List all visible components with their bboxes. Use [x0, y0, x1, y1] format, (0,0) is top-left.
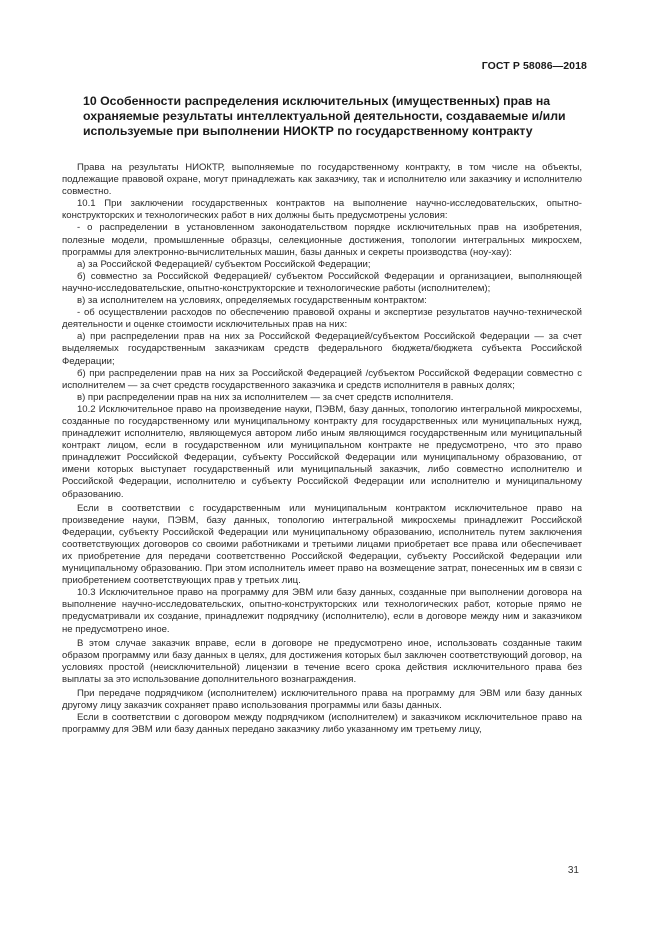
paragraph: 10.1 При заключении государственных контрактов на выполнение научно-исследовательских, опытно-конструкторских и технологических работ в них должны быть предусмотрены условия: [62, 198, 582, 222]
paragraph: Если в соответствии с договором между подрядчиком (исполнителем) и заказчиком исключительное право на программу для ЭВМ или базу данных передано заказчику либо указанному им третьему лицу, [62, 712, 582, 736]
paragraph: в) за исполнителем на условиях, определяемых государственным контрактом: [77, 295, 427, 307]
paragraph: 10.3 Исключительное право на программу для ЭВМ или базу данных, созданные при выполнении договора на выполнение научно-исследовательских, опытно-конструкторских или технологических работ, которые прямо не предусматривали их создание, принадлежит подрядчику (исполнителю), если в договоре между ним и заказчиком не предусмотрено иное. [62, 587, 582, 635]
paragraph: 10.2 Исключительное право на произведение науки, ПЭВМ, базу данных, топологию интегральной микросхемы, созданные по государственному или муниципальному контракту для государственных или муниципальных нужд, принадлежит исполнителю, являющемуся автором либо иным являющимся государственным или муниципальный контракт лицом, если в государственном или муниципальном контракте не предусмотрено, что это право принадлежит Российской Федерации, субъекту Российской Федерации или муниципальному образованию, от имени которых выступает государственный или муниципальный заказчик, либо совместно исполнителю и Российской Федерации, исполнителю и субъекту Российской Федерации или исполнителю и муниципальному образованию. [62, 403, 582, 500]
paragraph: - о распределении в установленном законодательством порядке исключительных прав на изобретения, полезные модели, промышленные образцы, селекционные достижения, топологии интегральных микросхем, программы для электронно-вычислительных машин, базы данных и секреты производства (ноу-хау): [62, 222, 582, 258]
paragraph: Если в соответствии с государственным или муниципальным контрактом исключительное право на произведение науки, ПЭВМ, базу данных, топологию интегральной микросхемы принадлежит Российской Федерации, субъекту Российской Федерации или муниципальному образованию, исполнитель путем заключения соответствующих договоров со своими работниками и третьими лицами приобретает все права или обеспечивает их приобретение для передачи соответственно Российской Федерации, субъекту Российской Федерации или муниципальному образованию. При этом исполнитель имеет право на возмещение затрат, понесенных им в связи с приобретением соответствующих прав у третьих лиц. [62, 502, 582, 587]
paragraph: Права на результаты НИОКТР, выполняемые по государственному контракту, в том числе на объекты, подлежащие правовой охране, могут принадлежать как заказчику, так и исполнителю или заказчику и исполнителю совместно. [62, 162, 582, 198]
paragraph: в) при распределении прав на них за исполнителем — за счет средств исполнителя. [77, 391, 454, 403]
paragraph: б) при распределении прав на них за Российской Федерацией /субъектом Российской Федерации совместно с исполнителем — за счет средств государственного заказчика и средств исполнителя в равных долях; [62, 367, 582, 391]
paragraph: б) совместно за Российской Федерацией/ субъектом Российской Федерации и организациеи, выполняющей научно-исследовательские, опытно-конструкторские и технологические работы (исполнителем); [62, 270, 582, 294]
paragraph: В этом случае заказчик вправе, если в договоре не предусмотрено иное, использовать созданные таким образом программу или базу данных в целях, для достижения которых был заключен соответствующий договор, на условиях простой (неисключительной) лицензии в течение всего срока действия исключительного права без выплаты за это использование дополнительного вознаграждения. [62, 637, 582, 685]
standard-code: ГОСТ Р 58086—2018 [481, 60, 587, 72]
section-title: 10 Особенности распределения исключительных (имущественных) прав на охраняемые результаты интеллектуальной деятельности, создаваемые и/или используемые при выполнении НИОКТР по государственному контракту [83, 94, 566, 138]
page-number: 31 [567, 865, 579, 876]
paragraph: а) за Российской Федерацией/ субъектом Российской Федерации; [77, 258, 371, 270]
paragraph: а) при распределении прав на них за Российской Федерацией/субъектом Российской Федерации — за счет выделяемых государственным заказчикам средств федерального бюджета/бюджета субъекта Российской Федерации; [62, 331, 582, 367]
paragraph: При передаче подрядчиком (исполнителем) исключительного права на программу для ЭВМ или базу данных другому лицу заказчик сохраняет право использования программы или базы данных. [62, 688, 582, 712]
paragraph: - об осуществлении расходов по обеспечению правовой охраны и экспертизе результатов научно-технической деятельности и оценке стоимости исключительных прав на них: [62, 307, 582, 331]
section-body [62, 162, 582, 736]
